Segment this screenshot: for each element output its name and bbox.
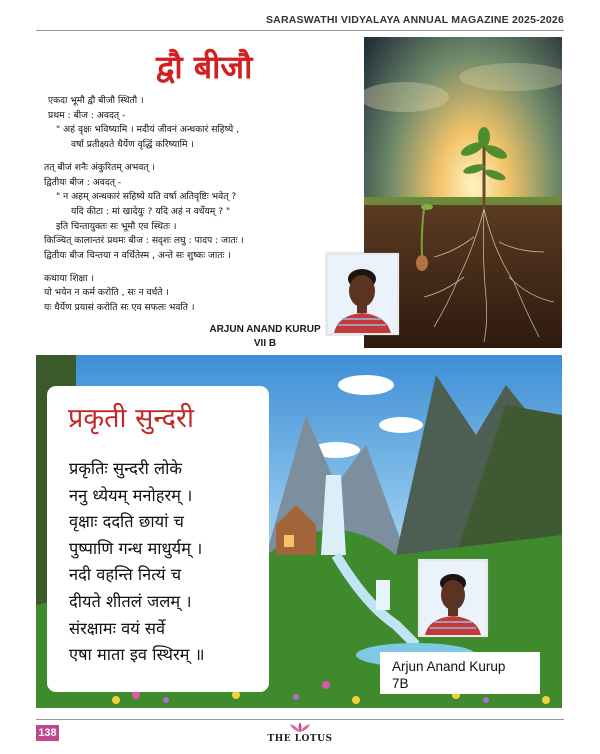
poem2-line: नदी वहन्ति नित्यं च: [69, 565, 182, 585]
poem1-line: किञ्चित् कालान्तरं प्रथमः बीज : सदृशः लघु : पादप : जातः ।: [44, 235, 244, 247]
poem1-line: एकदा भूमौ द्वौ बीजौ स्थितौ ।: [48, 95, 144, 106]
poem2-card: [47, 386, 269, 692]
poem2-line: वृक्षाः ददति छायां च: [69, 512, 184, 532]
footer-divider: [36, 719, 564, 720]
lotus-icon: [288, 722, 312, 732]
poem1-line: यः धैर्येण प्रयासं करोति सः एव सफलः भवति ।: [44, 302, 195, 314]
poem2-title: प्रकृती सुन्दरी: [68, 403, 195, 434]
poem1-line: प्रथम : बीज : अवदत् -: [48, 109, 126, 121]
poem1-author: [205, 323, 325, 351]
poem1-line: द्वितीयः बीज चिन्तया न वर्धितेस्म , अन्ते सः शुष्कः जातः ।: [44, 250, 231, 262]
author-class: VII B: [253, 338, 277, 349]
author-class: 7B: [392, 676, 409, 691]
poem1-line: कथाया शिक्षा ।: [44, 272, 94, 284]
poem2-line: एषा माता इव स्थिरम् ॥: [69, 645, 205, 665]
poem2-line: पुष्पाणि गन्ध माधुर्यम् ।: [69, 538, 203, 558]
author-photo: [418, 559, 488, 637]
poem1-title: द्वौ बीजौ: [156, 48, 253, 86]
poem1-line: द्वितीयः बीज : अवदत् -: [44, 176, 122, 188]
poem2-line: संरक्षामः वयं सर्वे: [69, 618, 166, 638]
magazine-logo: [264, 722, 336, 744]
poem1-line: वर्षा प्रतीक्ष्यते धैर्येण वृद्धिं करिष्यामि ।: [71, 139, 194, 151]
poem1-line: यो भयेन न कर्म करोति , सः न वर्धते ।: [44, 287, 169, 299]
poem1-line: यदि कीटा : मां खादेयुः ? यदि अहं न वर्धेयम् ? ": [71, 205, 231, 217]
poem2-line: ननु ध्येयम् मनोहरम् ।: [69, 485, 193, 505]
poem1-text: [44, 94, 344, 316]
magazine-brand: THE LOTUS: [267, 734, 333, 744]
poem1-line: इति चिन्तायुक्तः सः भूमौ एव स्थितः ।: [56, 220, 177, 232]
author-photo: [326, 253, 399, 335]
magazine-header: SARASWATHI VIDYALAYA ANNUAL MAGAZINE 2025-2026: [265, 14, 564, 26]
author-name: Arjun Anand Kurup: [392, 659, 506, 674]
poem1-line: तत् बीजं शनैः अंकुरितम् अभवत् ।: [44, 161, 155, 173]
poem2-line: प्रकृतिः सुन्दरी लोके: [69, 459, 182, 478]
header-divider: [36, 30, 564, 31]
poem1-line: " न अहम् अन्धकारं सहिष्ये यति वर्षा अतिवृष्टिः भवेत् ?: [56, 191, 237, 203]
page-number: 138: [36, 725, 59, 741]
poem1-line: " अहं वृक्षः भविष्यामि । मदीयं जीवनं अन्धकारं सहिष्ये ,: [56, 124, 240, 136]
poem2-author: [380, 652, 540, 694]
poem2-text: [69, 456, 205, 669]
poem2-line: दीयते शीतलं जलम् ।: [69, 591, 192, 611]
author-name: ARJUN ANAND KURUP: [209, 324, 321, 335]
